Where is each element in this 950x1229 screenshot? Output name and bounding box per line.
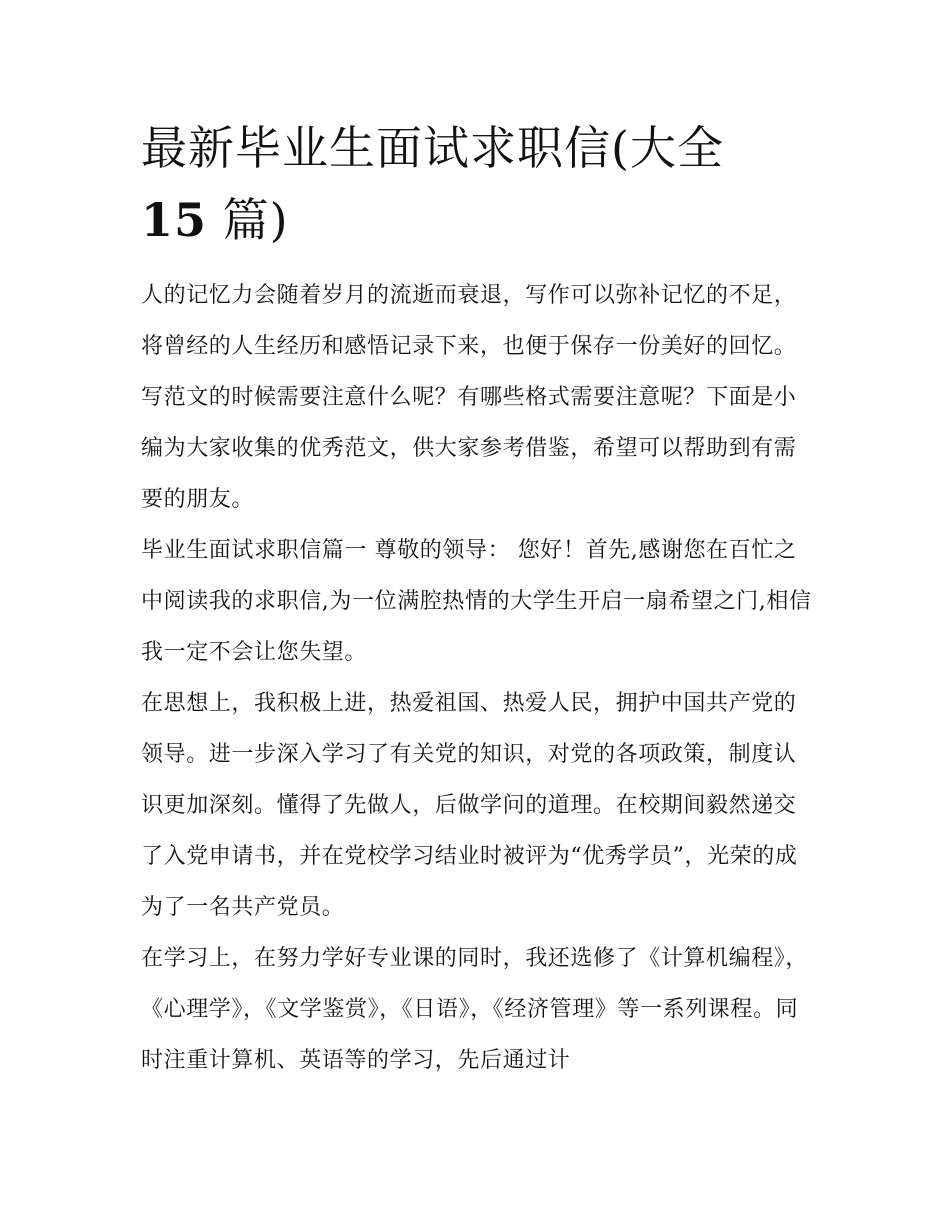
letter-opening-paragraph: 毕业生面试求职信篇一 尊敬的领导： 您好！首先,感谢您在百忙之中阅读我的求职信,为一位满腔热情的大学生开启一扇希望之门,相信我一定不会让您失望。 xyxy=(141,538,812,665)
ideology-paragraph: 在思想上，我积极上进，热爱祖国、热爱人民，拥护中国共产党的领导。进一步深入学习了有关党的知识，对党的各项政策，制度认识更加深刻。懂得了先做人，后做学问的道理。在校期间毅然递交了入党申请书，并在党校学习结业时被评为“优秀学员”，光荣的成为了一名共产党员。 xyxy=(141,691,798,920)
document-body xyxy=(141,270,813,1086)
title-tail: 篇) xyxy=(222,193,289,247)
title-number: 15 xyxy=(141,193,208,247)
study-paragraph: 在学习上，在努力学好专业课的同时，我还选修了《计算机编程》，《心理学》，《文学鉴赏》，《日语》，《经济管理》等一系列课程。同时注重计算机、英语等的学习，先后通过计 xyxy=(141,946,809,1073)
title-text: 最新毕业生面试求职信(大全 xyxy=(141,121,724,175)
document-title xyxy=(141,112,813,256)
intro-paragraph: 人的记忆力会随着岁月的流逝而衰退，写作可以弥补记忆的不足，将曾经的人生经历和感悟记录下来，也便于保存一份美好的回忆。写范文的时候需要注意什么呢？有哪些格式需要注意呢？下面是小编为大家收集的优秀范文，供大家参考借鉴，希望可以帮助到有需要的朋友。 xyxy=(141,283,797,512)
document-content xyxy=(141,112,813,1086)
